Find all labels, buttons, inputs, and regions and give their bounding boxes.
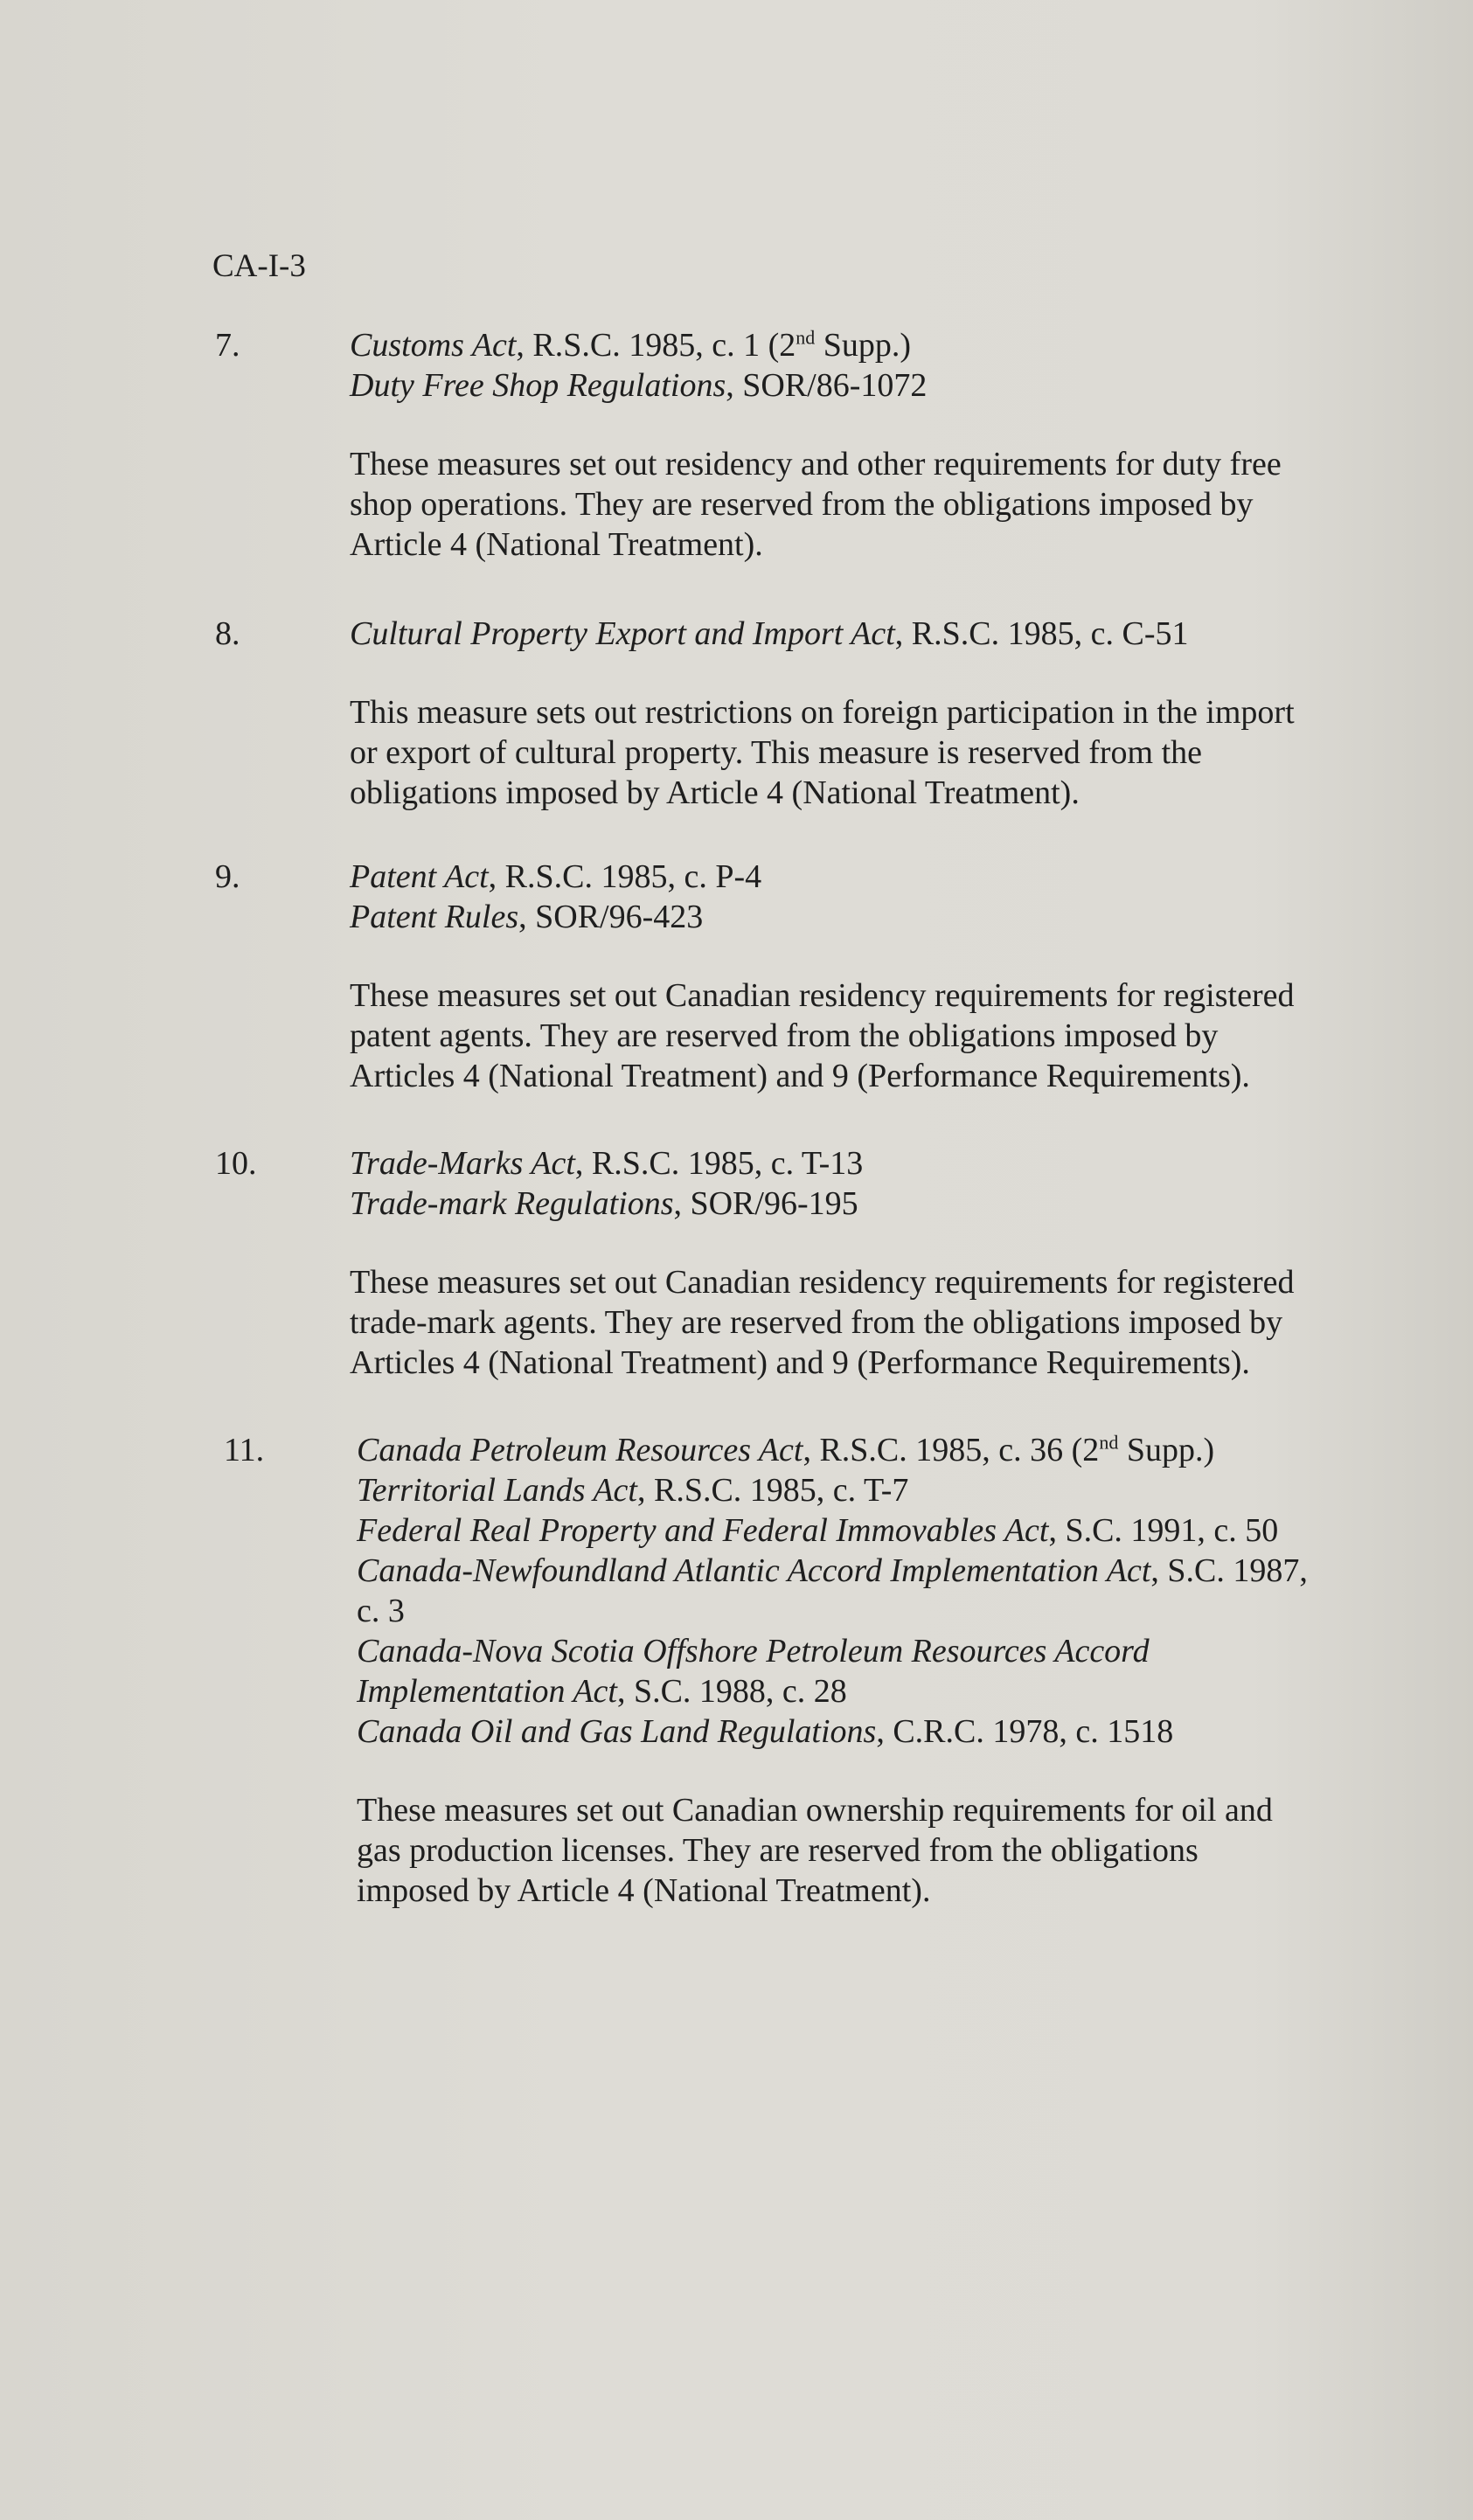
citation-line xyxy=(357,1470,1449,1510)
entry-number: 7. xyxy=(215,327,240,364)
citation-line xyxy=(350,325,1442,365)
entry-number: 11. xyxy=(224,1432,265,1468)
ordinal-suffix: nd xyxy=(796,326,816,349)
statute-reference: , S.C. 1988, c. 28 xyxy=(616,1673,847,1710)
entry-number: 10. xyxy=(215,1145,257,1182)
entry-description xyxy=(350,975,1442,1096)
statute-title: Trade-Marks Act xyxy=(350,1145,575,1182)
description-line: These measures set out Canadian ownership requirements for oil and xyxy=(357,1792,1273,1829)
citation-line xyxy=(350,897,1442,937)
citation-list xyxy=(357,1430,1449,1752)
statute-reference: , R.S.C. 1985, c. T-13 xyxy=(574,1145,864,1182)
statute-reference: , R.S.C. 1985, c. P-4 xyxy=(488,858,762,895)
citation-line xyxy=(357,1430,1449,1470)
citation-list xyxy=(350,614,1442,654)
statute-reference: , SOR/96-195 xyxy=(673,1185,858,1222)
description-line: Articles 4 (National Treatment) and 9 (Performance Requirements). xyxy=(350,1344,1250,1381)
statute-title: Trade-mark Regulations xyxy=(350,1185,674,1222)
citation-line xyxy=(350,614,1442,654)
citation-list xyxy=(350,857,1442,937)
description-line: These measures set out residency and other requirements for duty free xyxy=(350,446,1282,482)
entry-body xyxy=(357,1430,1449,1911)
entry-description xyxy=(350,692,1442,813)
citation-list xyxy=(350,1143,1442,1224)
statute-title: Patent Rules xyxy=(350,899,519,935)
statute-title: Canada-Newfoundland Atlantic Accord Implementation Act xyxy=(357,1552,1151,1589)
citation-line xyxy=(357,1671,1449,1711)
statute-reference: , C.R.C. 1978, c. 1518 xyxy=(876,1713,1174,1750)
statute-reference: , S.C. 1987, xyxy=(1150,1552,1308,1589)
entry-body xyxy=(350,857,1442,1096)
entry-description xyxy=(350,1262,1442,1383)
statute-reference: , R.S.C. 1985, c. T-7 xyxy=(636,1472,909,1509)
entry-body xyxy=(350,325,1442,565)
entry-description xyxy=(357,1790,1449,1911)
citation-line xyxy=(350,1143,1442,1184)
statute-reference: , SOR/86-1072 xyxy=(726,367,928,404)
statute-supplement: Supp.) xyxy=(1118,1432,1215,1468)
statute-title: Federal Real Property and Federal Immovables Act xyxy=(357,1512,1049,1549)
description-line: These measures set out Canadian residency requirements for registered xyxy=(350,1264,1295,1301)
statute-reference: , SOR/96-423 xyxy=(518,899,704,935)
description-line: This measure sets out restrictions on foreign participation in the import xyxy=(350,694,1295,731)
description-line: These measures set out Canadian residency requirements for registered xyxy=(350,977,1295,1014)
description-line: imposed by Article 4 (National Treatment). xyxy=(357,1872,931,1909)
statute-title: Customs Act xyxy=(350,327,517,364)
entry-body xyxy=(350,1143,1442,1383)
description-line: patent agents. They are reserved from the obligations imposed by xyxy=(350,1017,1219,1054)
statute-reference: , S.C. 1991, c. 50 xyxy=(1048,1512,1279,1549)
description-line: trade-mark agents. They are reserved from the obligations imposed by xyxy=(350,1304,1283,1341)
statute-title: Cultural Property Export and Import Act xyxy=(350,615,895,652)
citation-line xyxy=(350,857,1442,897)
description-line: shop operations. They are reserved from the obligations imposed by xyxy=(350,486,1254,523)
entry-number: 8. xyxy=(215,615,240,652)
description-line: or export of cultural property. This measure is reserved from the xyxy=(350,734,1203,771)
citation-line xyxy=(357,1591,1449,1631)
entry-description xyxy=(350,444,1442,565)
entry-body xyxy=(350,614,1442,813)
citation-line xyxy=(357,1510,1449,1551)
statute-reference: , R.S.C. 1985, c. 36 (2 xyxy=(803,1432,1100,1468)
statute-title: Canada-Nova Scotia Offshore Petroleum Resources Accord xyxy=(357,1633,1150,1670)
description-line: gas production licenses. They are reserved from the obligations xyxy=(357,1832,1199,1869)
citation-line xyxy=(357,1551,1449,1591)
statute-title: Canada Oil and Gas Land Regulations xyxy=(357,1713,877,1750)
statute-reference: , R.S.C. 1985, c. 1 (2 xyxy=(516,327,796,364)
description-line: obligations imposed by Article 4 (National Treatment). xyxy=(350,774,1080,811)
page-identifier: CA-I-3 xyxy=(212,248,306,284)
statute-title: Duty Free Shop Regulations xyxy=(350,367,726,404)
statute-reference: , R.S.C. 1985, c. C-51 xyxy=(894,615,1189,652)
description-line: Article 4 (National Treatment). xyxy=(350,526,763,563)
statute-title: Implementation Act xyxy=(357,1673,617,1710)
description-line: Articles 4 (National Treatment) and 9 (Performance Requirements). xyxy=(350,1058,1250,1094)
statute-title: Territorial Lands Act xyxy=(357,1472,637,1509)
citation-line xyxy=(357,1631,1449,1671)
statute-title: Patent Act xyxy=(350,858,489,895)
citation-line xyxy=(357,1711,1449,1752)
citation-line xyxy=(350,365,1442,406)
citation-list xyxy=(350,325,1442,406)
statute-title: Canada Petroleum Resources Act xyxy=(357,1432,803,1468)
entry-number: 9. xyxy=(215,858,240,895)
citation-line xyxy=(350,1184,1442,1224)
statute-reference: c. 3 xyxy=(357,1593,405,1629)
statute-supplement: Supp.) xyxy=(815,327,912,364)
ordinal-suffix: nd xyxy=(1099,1431,1119,1454)
